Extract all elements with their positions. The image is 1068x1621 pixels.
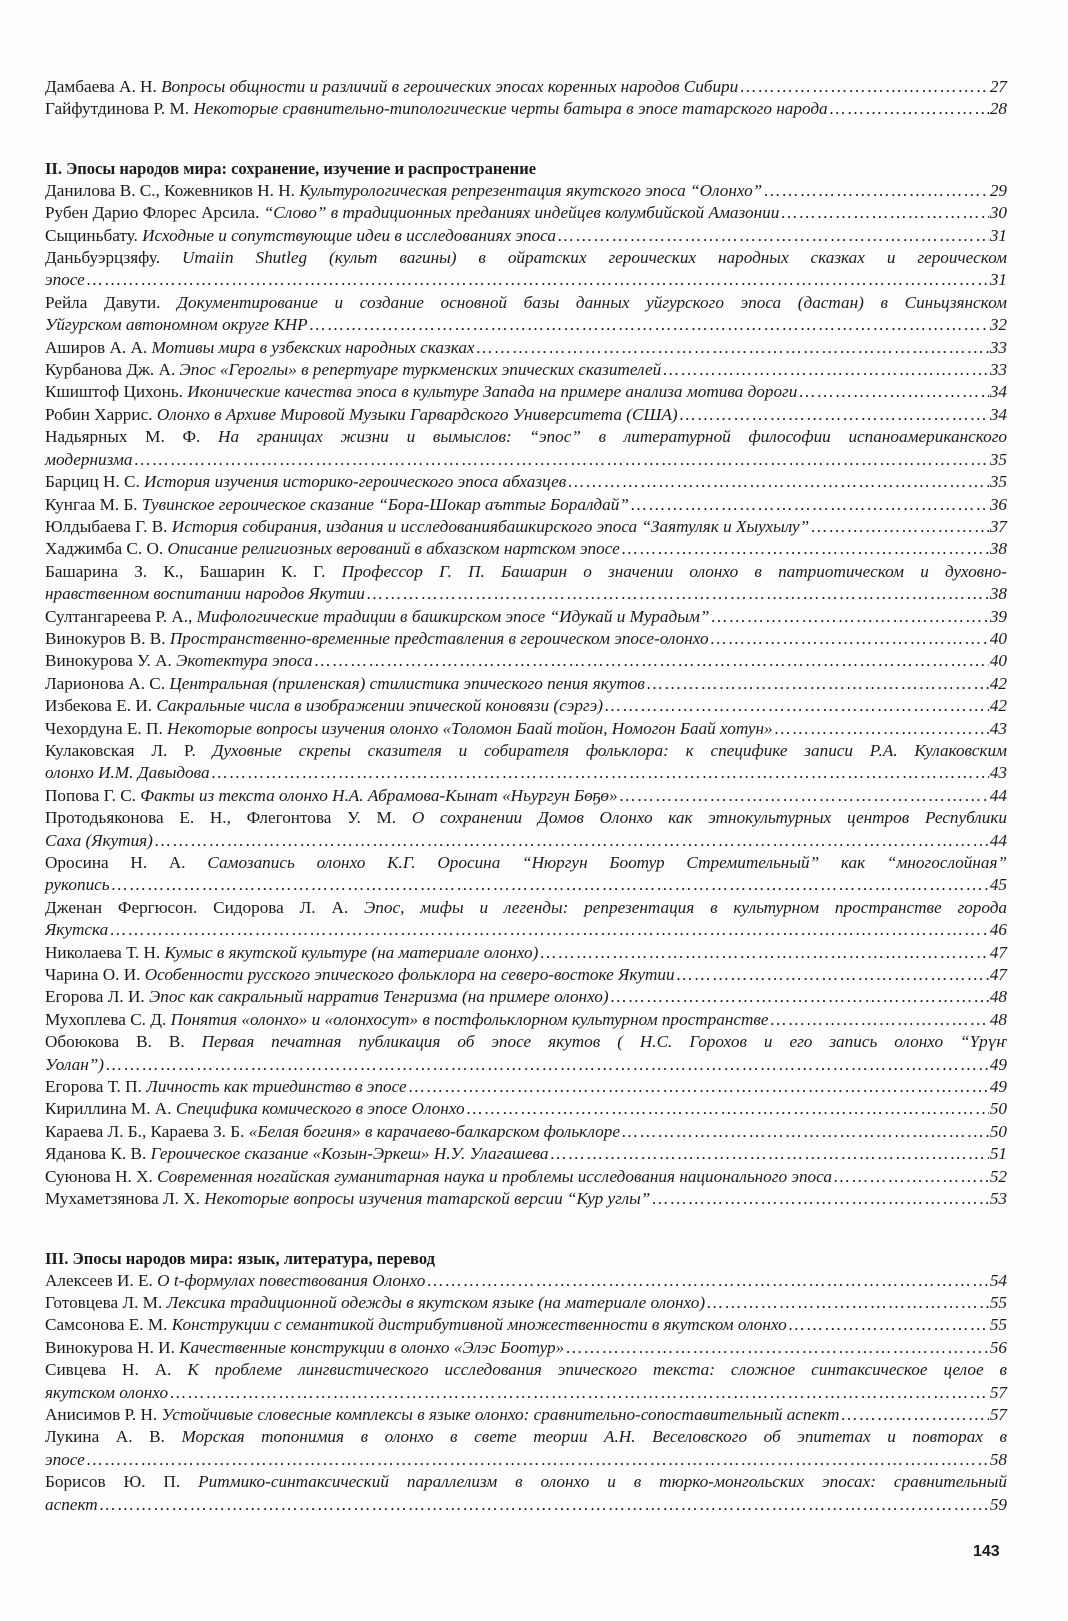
leader-dots bbox=[610, 986, 989, 1008]
entry-author: Готовцева Л. М. bbox=[45, 1292, 163, 1312]
entry-title: Тувинское героическое сказание “Бора-Шокар аъттыг Боралдай” bbox=[141, 494, 629, 514]
entry-page: 53 bbox=[989, 1189, 1007, 1209]
entry-page: 51 bbox=[989, 1144, 1007, 1164]
entry-page: 32 bbox=[989, 315, 1007, 335]
entry-author: Дамбаева А. Н. bbox=[45, 77, 157, 96]
toc-entry bbox=[45, 225, 1007, 247]
entry-page: 39 bbox=[989, 606, 1007, 626]
toc-entry bbox=[45, 606, 1007, 628]
toc-entry bbox=[45, 76, 1007, 98]
entry-page: 37 bbox=[989, 516, 1007, 536]
entry-author: Мухоплева С. Д. bbox=[45, 1009, 167, 1029]
entry-page: 47 bbox=[989, 942, 1007, 962]
leader-dots bbox=[662, 359, 989, 381]
entry-page: 42 bbox=[989, 696, 1007, 716]
entry-author: Егорова Т. П. bbox=[45, 1077, 142, 1097]
entry-page: 58 bbox=[989, 1449, 1007, 1469]
entry-author: Лукина А. В. bbox=[45, 1427, 165, 1447]
entry-page: 28 bbox=[989, 99, 1007, 119]
entry-page: 33 bbox=[989, 360, 1007, 380]
entry-title: Профессор Г. П. Башарин о значении олонхо в патриотическом и духовно- bbox=[341, 561, 1007, 581]
entry-page: 49 bbox=[989, 1054, 1007, 1074]
toc-entry bbox=[45, 381, 1007, 403]
entry-author: Винокурова Н. И. bbox=[45, 1337, 175, 1357]
entry-author: Султангареева Р. А., bbox=[45, 606, 193, 626]
page-number: 143 bbox=[973, 1543, 1000, 1560]
leader-dots bbox=[833, 1166, 989, 1188]
toc-entry bbox=[45, 1426, 1007, 1471]
leader-dots bbox=[646, 673, 989, 695]
leader-dots bbox=[788, 1314, 989, 1336]
entry-title: О t-формулах повествования Олонхо bbox=[157, 1270, 426, 1290]
intro-entries bbox=[45, 76, 1007, 121]
entry-title: Эпос как сакральный нарратив Тенгризма (на примере олонхо) bbox=[148, 987, 609, 1007]
entry-title-continued: Уолан”) bbox=[45, 1054, 105, 1074]
entry-title-continued: Саха (Якутия) bbox=[45, 830, 153, 850]
entry-page: 40 bbox=[989, 651, 1007, 671]
entry-title: “Слово” в традиционных преданиях индейцев колумбийской Амазонии bbox=[263, 203, 780, 223]
entry-title: Факты из текста олонхо Н.А. Абрамова-Кынат «Ньургун Бөҕө» bbox=[140, 785, 618, 805]
leader-dots bbox=[565, 1337, 989, 1359]
toc-entry bbox=[45, 247, 1007, 292]
entry-title: Исходные и сопутствующие идеи в исследованиях эпоса bbox=[142, 225, 556, 245]
entry-title: История собирания, издания и исследованиябашкирского эпоса “Заятуляк и Хыухылу” bbox=[171, 516, 810, 536]
leader-dots bbox=[86, 269, 989, 291]
entry-title: О сохранении Домов Олонхо как этнокультурных центров Республики bbox=[411, 808, 1008, 828]
entry-title: Личность как триединство в эпосе bbox=[146, 1077, 407, 1097]
entry-author: Егорова Л. И. bbox=[45, 987, 145, 1007]
entry-title: Некоторые сравнительно-типологические черты батыра в эпосе татарского народа bbox=[193, 99, 828, 119]
leader-dots bbox=[780, 202, 989, 224]
toc-entry bbox=[45, 98, 1007, 120]
leader-dots bbox=[621, 538, 989, 560]
leader-dots bbox=[169, 1382, 989, 1404]
entry-page: 31 bbox=[989, 270, 1007, 290]
toc-entry bbox=[45, 1076, 1007, 1098]
leader-dots bbox=[763, 180, 989, 202]
entry-page: 57 bbox=[989, 1404, 1007, 1424]
leader-dots bbox=[710, 606, 988, 628]
entry-author: Винокурова У. А. bbox=[45, 651, 172, 671]
toc-entry bbox=[45, 695, 1007, 717]
leader-dots bbox=[676, 964, 989, 986]
entry-page: 35 bbox=[989, 449, 1007, 469]
entry-author: Ларионова А. С. bbox=[45, 673, 166, 693]
leader-dots bbox=[679, 404, 989, 426]
entry-title: Особенности русского эпического фольклора на северо-востоке Якутии bbox=[144, 965, 675, 985]
entry-title: Эпос, мифы и легенды: репрезентация в культурном пространстве города bbox=[364, 897, 1007, 917]
entry-author: Барциц Н. С. bbox=[45, 472, 140, 492]
entry-page: 54 bbox=[989, 1270, 1007, 1290]
entry-page: 55 bbox=[989, 1292, 1007, 1312]
entry-title: Духовные скрепы сказителя и собирателя фольклора: к специфике записи Р.А. Кулаковским bbox=[212, 740, 1008, 760]
entry-page: 59 bbox=[989, 1494, 1007, 1514]
leader-dots bbox=[314, 650, 989, 672]
entry-title-continued: якутском олонхо bbox=[45, 1382, 169, 1402]
entry-title-continued: Уйгурском автономном округе КНР bbox=[45, 315, 308, 335]
entry-page: 31 bbox=[989, 225, 1007, 245]
toc-entry bbox=[45, 1188, 1007, 1210]
leader-dots bbox=[111, 874, 989, 896]
entry-page: 50 bbox=[989, 1121, 1007, 1141]
entry-title: Первая печатная публикация об эпосе якутов ( Н.С. Горохов и его запись олонхо “Үрүҥ bbox=[201, 1032, 1008, 1052]
entry-title: Сакральные числа в изображении эпической коновязи (сэргэ) bbox=[156, 696, 603, 716]
entry-title: Вопросы общности и различий в героических эпосах коренных народов Сибири bbox=[161, 77, 739, 96]
toc-entry bbox=[45, 426, 1007, 471]
entry-title: Кумыс в якутской культуре (на материале олонхо) bbox=[164, 942, 539, 962]
toc-entry bbox=[45, 202, 1007, 224]
leader-dots bbox=[630, 494, 989, 516]
entry-title: Экотектура эпоса bbox=[176, 651, 313, 671]
leader-dots bbox=[604, 695, 989, 717]
toc-entry bbox=[45, 1359, 1007, 1404]
entry-page: 36 bbox=[989, 494, 1007, 514]
entry-title-continued: Якутска bbox=[45, 920, 109, 940]
leader-dots bbox=[426, 1270, 988, 1292]
entry-title: Мифологические традиции в башкирском эпосе “Идукай и Мурадым” bbox=[196, 606, 710, 626]
entry-title: Центральная (приленская) стилистика эпического пения якутов bbox=[169, 673, 645, 693]
leader-dots bbox=[105, 1054, 989, 1076]
entry-title: Некоторые вопросы изучения олонхо «Толомон Баай тойон, Номогон Баай хотун» bbox=[167, 718, 773, 738]
entry-title: Описание религиозных верований в абхазском нартском эпосе bbox=[167, 539, 620, 559]
entry-page: 44 bbox=[989, 830, 1007, 850]
entry-author: Рейла Давути. bbox=[45, 292, 161, 312]
entry-author: Кулаковская Л. Р. bbox=[45, 740, 196, 760]
leader-dots bbox=[829, 98, 989, 120]
entry-title: Современная ногайская гуманитарная наука и проблемы исследования национального эпоса bbox=[157, 1166, 832, 1186]
entry-author: Сивцева Н. А. bbox=[45, 1360, 172, 1380]
toc-entry bbox=[45, 807, 1007, 852]
entry-title: Ритмико-синтаксический параллелизм в олонхо и в тюрко-монгольских эпосах: сравнительный bbox=[198, 1472, 1008, 1492]
section-2-title: II. Эпосы народов мира: сохранение, изучение и распространение bbox=[45, 158, 537, 178]
entry-page: 34 bbox=[989, 382, 1007, 402]
entry-author: Курбанова Дж. А. bbox=[45, 360, 176, 380]
entry-author: Аширов А. А. bbox=[45, 337, 148, 357]
toc-entry bbox=[45, 942, 1007, 964]
entry-author: Башарина З. К., Башарин К. Г. bbox=[45, 561, 326, 581]
entry-title: Некоторые вопросы изучения татарской версии “Кур углы” bbox=[204, 1189, 651, 1209]
toc-entry bbox=[45, 1404, 1007, 1426]
entry-author: Алексеев И. Е. bbox=[45, 1270, 153, 1290]
entry-author: Анисимов Р. Н. bbox=[45, 1404, 158, 1424]
toc-entry bbox=[45, 1314, 1007, 1336]
toc-entry bbox=[45, 292, 1007, 337]
entry-title: Культурологическая репрезентация якутского эпоса “Олонхо” bbox=[299, 180, 763, 200]
entry-page: 50 bbox=[989, 1099, 1007, 1119]
entry-title-continued: аспект bbox=[45, 1494, 98, 1514]
entry-title: Лексика традиционной одежды в якутском языке (на материале олонхо) bbox=[166, 1292, 706, 1312]
toc-entry bbox=[45, 1337, 1007, 1359]
entry-author: Данилова В. С., Кожевников Н. Н. bbox=[45, 180, 295, 200]
entry-page: 52 bbox=[989, 1166, 1007, 1186]
toc-entry bbox=[45, 1143, 1007, 1165]
leader-dots bbox=[466, 1098, 989, 1120]
entry-page: 33 bbox=[989, 337, 1007, 357]
entry-author: Суюнова Н. Х. bbox=[45, 1166, 153, 1186]
leader-dots bbox=[774, 718, 989, 740]
entry-author: Попова Г. С. bbox=[45, 785, 136, 805]
entry-title: Морская топонимия в олонхо в свете теории А.Н. Веселовского об эпитетах и повторах в bbox=[181, 1427, 1007, 1447]
toc-entry bbox=[45, 718, 1007, 740]
toc-entry bbox=[45, 494, 1007, 516]
leader-dots bbox=[99, 1494, 989, 1516]
entry-title: Эпос «Героглы» в репертуаре туркменских эпических сказителей bbox=[179, 360, 662, 380]
toc-entry bbox=[45, 1009, 1007, 1031]
leader-dots bbox=[366, 583, 989, 605]
toc-entry bbox=[45, 1471, 1007, 1516]
leader-dots bbox=[619, 785, 989, 807]
entry-page: 48 bbox=[989, 1009, 1007, 1029]
toc-entry bbox=[45, 964, 1007, 986]
leader-dots bbox=[476, 337, 989, 359]
entry-title: Качественные конструкции в олонхо «Элэс Боотур» bbox=[179, 1337, 565, 1357]
entry-page: 34 bbox=[989, 404, 1007, 424]
entry-page: 27 bbox=[989, 77, 1007, 96]
entry-page: 43 bbox=[989, 718, 1007, 738]
leader-dots bbox=[557, 225, 989, 247]
section-3-title: III. Эпосы народов мира: язык, литература, перевод bbox=[45, 1248, 435, 1268]
entry-page: 44 bbox=[989, 785, 1007, 805]
toc-entry bbox=[45, 1121, 1007, 1143]
toc-entry bbox=[45, 650, 1007, 672]
entry-page: 40 bbox=[989, 628, 1007, 648]
entry-author: Хаджимба С. О. bbox=[45, 539, 164, 559]
entry-author: Николаева Т. Н. bbox=[45, 942, 161, 962]
toc-entry bbox=[45, 337, 1007, 359]
leader-dots bbox=[211, 762, 989, 784]
toc-entry bbox=[45, 785, 1007, 807]
leader-dots bbox=[739, 76, 989, 98]
entry-page: 42 bbox=[989, 673, 1007, 693]
entry-author: Кшиштоф Цихонь. bbox=[45, 382, 183, 402]
entry-author: Обоюкова В. В. bbox=[45, 1032, 185, 1052]
leader-dots bbox=[86, 1449, 989, 1471]
entry-title: История изучения историко-героического эпоса абхазцев bbox=[144, 472, 567, 492]
entry-page: 47 bbox=[989, 965, 1007, 985]
entry-page: 43 bbox=[989, 763, 1007, 783]
entry-author: Чехордуна Е. П. bbox=[45, 718, 163, 738]
entry-title-continued: модернизма bbox=[45, 449, 133, 469]
entry-title-continued: эпосе bbox=[45, 1449, 85, 1469]
entry-page: 57 bbox=[989, 1382, 1007, 1402]
toc-entry bbox=[45, 180, 1007, 202]
toc-entry bbox=[45, 628, 1007, 650]
entry-page: 35 bbox=[989, 472, 1007, 492]
toc-entry bbox=[45, 359, 1007, 381]
entry-author: Мухаметзянова Л. Х. bbox=[45, 1189, 200, 1209]
entry-page: 48 bbox=[989, 987, 1007, 1007]
leader-dots bbox=[133, 449, 988, 471]
entry-title-continued: эпосе bbox=[45, 270, 85, 290]
entry-author: Винокуров В. В. bbox=[45, 628, 166, 648]
entry-title: Мотивы мира в узбекских народных сказках bbox=[151, 337, 475, 357]
entry-author: Сыциньбату. bbox=[45, 225, 138, 245]
leader-dots bbox=[539, 942, 989, 964]
leader-dots bbox=[706, 1292, 989, 1314]
entry-title: Понятия «олонхо» и «олонхосут» в постфольклорном культурном пространстве bbox=[170, 1009, 769, 1029]
entry-author: Караева Л. Б., Караева З. Б. bbox=[45, 1121, 245, 1141]
entry-page: 55 bbox=[989, 1315, 1007, 1335]
entry-author: Робин Харрис. bbox=[45, 404, 153, 424]
table-of-contents bbox=[45, 76, 1007, 1516]
entry-title: Самозапись олонхо К.Г. Оросина “Нюргун Боотур Стремительный” как “многослойная” bbox=[207, 853, 1008, 872]
entry-author: Оросина Н. А. bbox=[45, 853, 186, 872]
entry-page: 29 bbox=[989, 180, 1007, 200]
entry-author: Юлдыбаева Г. В. bbox=[45, 516, 168, 536]
toc-entry bbox=[45, 1166, 1007, 1188]
entry-author: Даньбуэрцзяфу. bbox=[45, 248, 161, 268]
entry-page: 38 bbox=[989, 584, 1007, 604]
entry-author: Протодьяконова Е. Н., Флегонтова У. М. bbox=[45, 808, 397, 828]
toc-entry bbox=[45, 1292, 1007, 1314]
entry-author: Борисов Ю. П. bbox=[45, 1472, 181, 1492]
leader-dots bbox=[710, 628, 989, 650]
leader-dots bbox=[770, 1009, 989, 1031]
entry-title-continued: рукопись bbox=[45, 875, 110, 895]
leader-dots bbox=[621, 1121, 989, 1143]
entry-title: Иконические качества эпоса в культуре Запада на примере анализа мотива дороги bbox=[187, 382, 798, 402]
entry-author: Чарина О. И. bbox=[45, 965, 141, 985]
entry-title: Конструкции с семантикой дистрибутивной множественности в якутском олонхо bbox=[171, 1315, 787, 1335]
entry-author: Кунгаа М. Б. bbox=[45, 494, 138, 514]
toc-entry bbox=[45, 1098, 1007, 1120]
entry-title: Umaiin Shutleg (культ вагины) в ойратских героических народных сказках и героическом bbox=[181, 248, 1007, 268]
toc-entry bbox=[45, 897, 1007, 942]
entry-title-continued: олонхо И.М. Давыдова bbox=[45, 763, 210, 783]
entry-author: Гайфутдинова Р. М. bbox=[45, 99, 190, 119]
entry-title: Документирование и создание основной базы данных уйгурского эпоса (дастан) в Синьцзянском bbox=[177, 292, 1007, 312]
entry-title: Специфика комического в эпосе Олонхо bbox=[175, 1099, 465, 1119]
entry-page: 56 bbox=[989, 1337, 1007, 1357]
section-3-entries bbox=[45, 1270, 1007, 1516]
entry-title: Пространственно-временные представления в героическом эпосе-олонхо bbox=[169, 628, 709, 648]
toc-entry bbox=[45, 740, 1007, 785]
entry-title: Устойчивые словесные комплексы в языке олонхо: сравнительно-сопоставительный аспект bbox=[161, 1404, 840, 1424]
toc-entry bbox=[45, 471, 1007, 493]
leader-dots bbox=[651, 1188, 989, 1210]
entry-page: 30 bbox=[989, 203, 1007, 223]
toc-entry bbox=[45, 516, 1007, 538]
leader-dots bbox=[798, 381, 988, 403]
entry-title: К проблеме лингвистического исследования эпического текста: сложное синтаксическое целое в bbox=[187, 1360, 1007, 1380]
entry-title: Героическое сказание «Козын-Эркеш» Н.У. Улагашева bbox=[150, 1144, 549, 1164]
leader-dots bbox=[309, 314, 989, 336]
entry-author: Рубен Дарио Флорес Арсила. bbox=[45, 203, 260, 223]
leader-dots bbox=[549, 1143, 988, 1165]
toc-entry bbox=[45, 1270, 1007, 1292]
toc-entry bbox=[45, 673, 1007, 695]
section-2-entries bbox=[45, 180, 1007, 1211]
entry-author: Надьярных М. Ф. bbox=[45, 427, 201, 447]
toc-entry bbox=[45, 404, 1007, 426]
entry-author: Самсонова Е. М. bbox=[45, 1315, 168, 1335]
entry-page: 38 bbox=[989, 539, 1007, 559]
toc-entry bbox=[45, 538, 1007, 560]
toc-entry bbox=[45, 986, 1007, 1008]
entry-page: 49 bbox=[989, 1077, 1007, 1097]
leader-dots bbox=[567, 471, 989, 493]
toc-entry bbox=[45, 561, 1007, 606]
entry-page: 46 bbox=[989, 920, 1007, 940]
leader-dots bbox=[154, 830, 989, 852]
leader-dots bbox=[109, 919, 989, 941]
entry-title: На границах жизни и вымыслов: “эпос” в литературной философии испаноамериканского bbox=[218, 427, 1007, 447]
entry-title: «Белая богиня» в карачаево-балкарском фольклоре bbox=[248, 1121, 620, 1141]
toc-entry bbox=[45, 852, 1007, 897]
entry-author: Яданова К. В. bbox=[45, 1144, 147, 1164]
entry-author: Избекова Е. И. bbox=[45, 696, 153, 716]
entry-title-continued: нравственном воспитании народов Якутии bbox=[45, 584, 365, 604]
entry-page: 45 bbox=[989, 875, 1007, 895]
leader-dots bbox=[840, 1404, 988, 1426]
leader-dots bbox=[810, 516, 989, 538]
entry-author: Дженан Фергюсон. Сидорова Л. А. bbox=[45, 897, 349, 917]
leader-dots bbox=[408, 1076, 989, 1098]
entry-title: Олонхо в Архиве Мировой Музыки Гарвардского Университета (США) bbox=[156, 404, 678, 424]
toc-entry bbox=[45, 1031, 1007, 1076]
entry-author: Кириллина М. А. bbox=[45, 1099, 172, 1119]
